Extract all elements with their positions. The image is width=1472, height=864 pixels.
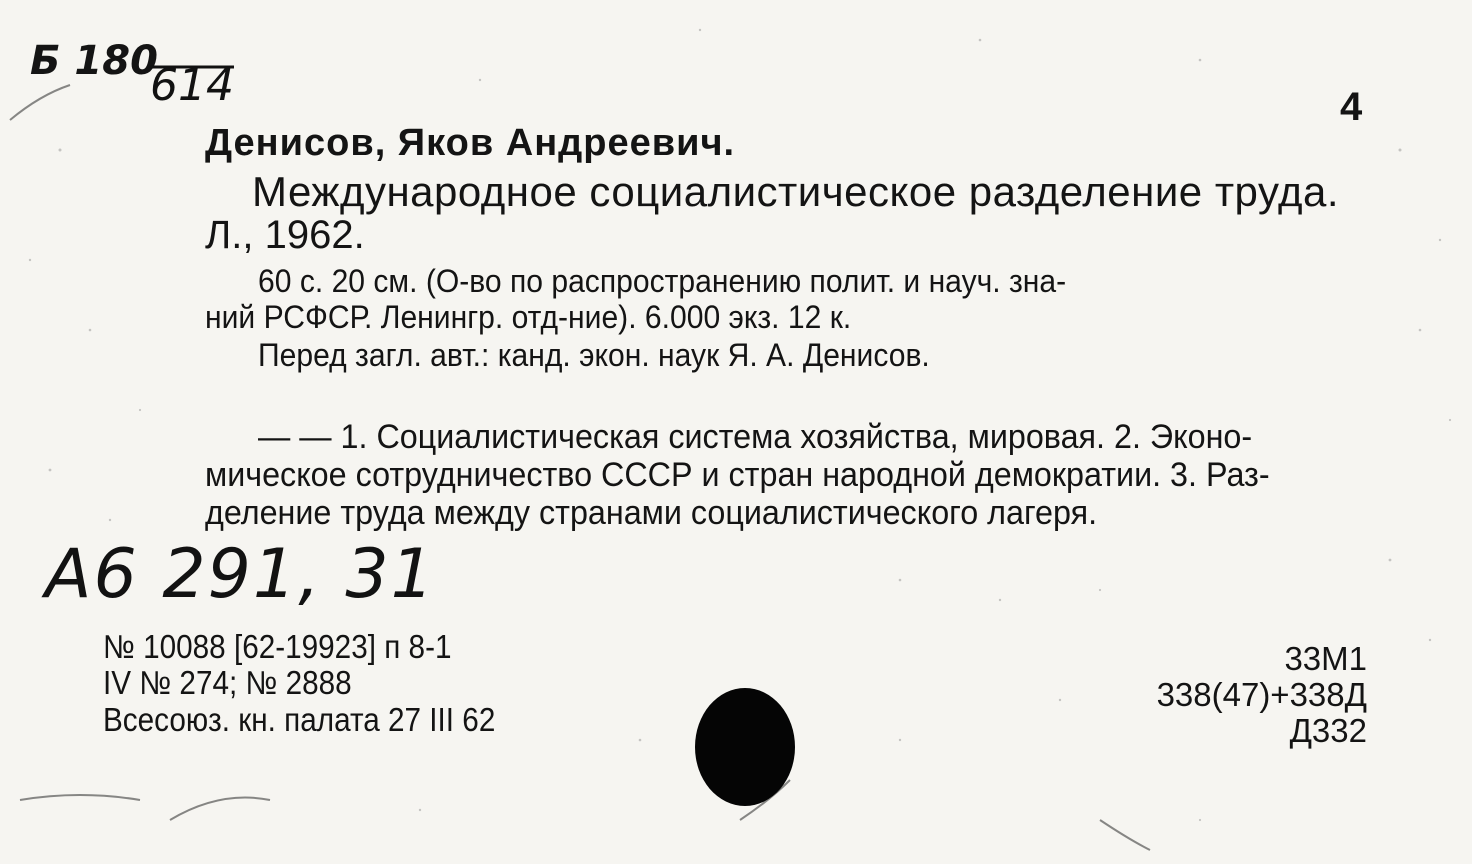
- subjects-line-1: — — 1. Социалистическая система хозяйства, мировая. 2. Эконо-: [258, 418, 1253, 456]
- card-number: 4: [1340, 85, 1363, 129]
- card-hole: [695, 688, 795, 806]
- registry-line-2: IV № 274; № 2888: [103, 664, 352, 701]
- classification-line-2: 338(47)+338Д: [1156, 676, 1367, 713]
- shelf-mark-printed: Б 180: [30, 38, 158, 84]
- title-line-2: Л., 1962.: [205, 213, 365, 257]
- registry-line-3: Всесоюз. кн. палата 27 III 62: [103, 701, 496, 738]
- description-line-1: 60 с. 20 см. (О-во по распространению полит. и науч. зна-: [258, 263, 1067, 299]
- note-line: Перед загл. авт.: канд. экон. наук Я. А. Денисов.: [258, 337, 930, 373]
- registry-line-1: № 10088 [62-19923] п 8-1: [103, 628, 452, 665]
- description-line-2: ний РСФСР. Ленингр. отд-ние). 6.000 экз. 12 к.: [205, 299, 852, 335]
- author-heading: Денисов, Яков Андреевич.: [205, 122, 736, 164]
- subjects-line-3: деление труда между странами социалистического лагеря.: [205, 494, 1098, 532]
- subjects-line-2: мическое сотрудничество СССР и стран народной демократии. 3. Раз-: [205, 456, 1270, 494]
- handwritten-classification: А6 291, 31: [45, 535, 436, 614]
- classification-line-1: 33М1: [1284, 640, 1367, 677]
- classification-line-3: Д332: [1289, 712, 1367, 749]
- shelf-mark-handwritten: 614: [150, 60, 234, 111]
- title-line-1: Международное социалистическое разделение труда.: [252, 168, 1340, 215]
